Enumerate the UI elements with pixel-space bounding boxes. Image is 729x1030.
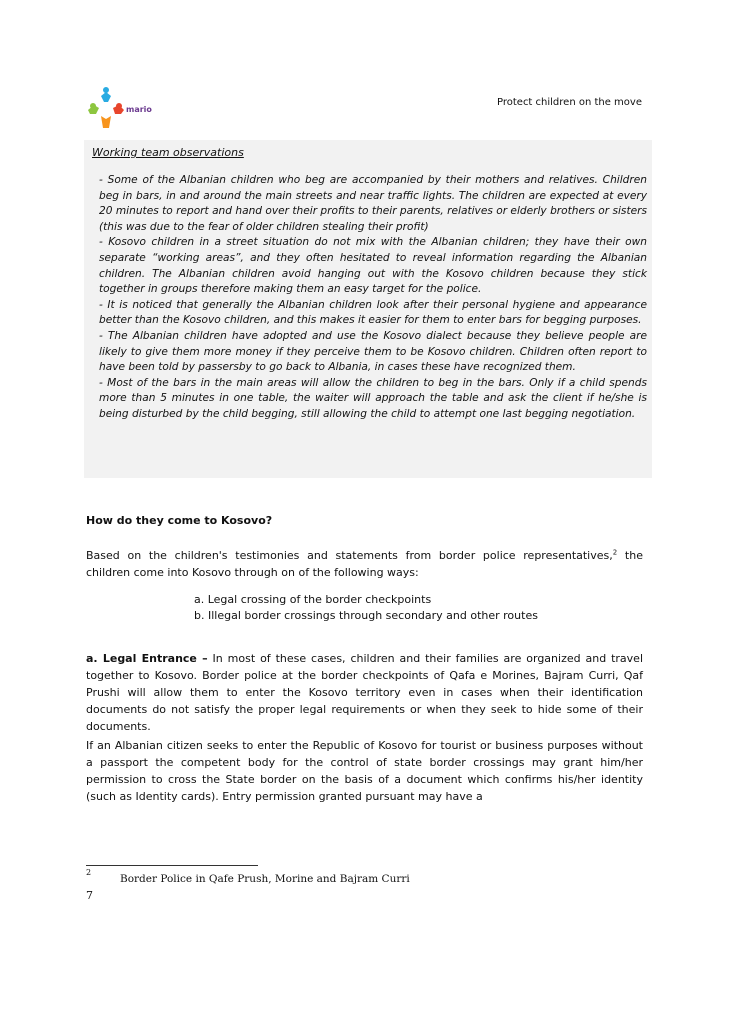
legal-entrance-heading: a. Legal Entrance –: [86, 652, 208, 665]
albanian-citizen-paragraph: If an Albanian citizen seeks to enter the Republic of Kosovo for tourist or business purposes without a passport the competent body for the control of state border crossings may grant him/her permission to cross the State border on the basis of a document which confirms his/her identity (such as Identity cards). Entry permission granted pursuant may have a: [86, 739, 643, 803]
page-number: 7: [86, 889, 93, 902]
footnote-number: 2: [86, 868, 92, 877]
footnote-divider: [86, 865, 258, 866]
intro-text: Based on the children's testimonies and statements from border police representatives,: [86, 549, 613, 562]
observation-item: - It is noticed that generally the Albanian children look after their personal hygiene and appearance better than the Kosovo children, and this makes it easier for them to enter bars for begging purposes.: [99, 298, 647, 327]
legal-entrance-text: In most of these cases, children and their families are organized and travel together to Kosovo. Border police at the border checkpoints of Qafa e Morines, Bajram Curri, Qaf Prushi will allow them to enter the Kosovo territory even in cases when their identification documents do not satisfy the proper legal requirements or when they seek to hide some of their documents.: [86, 652, 644, 733]
observation-item: - The Albanian children have adopted and use the Kosovo dialect because they believe people are likely to give them more money if they perceive them to be Kosovo children. Children often report to have been told by passersby to go back to Albania, in cases these have recognized them.: [99, 329, 647, 374]
observation-item: - Some of the Albanian children who beg are accompanied by their mothers and relatives. Children beg in bars, in and around the main streets and near traffic lights. The children are expected at every 20 minutes to report and hand over their profits to their parents, relatives or elderly brothers or sisters (this was due to the fear of older children stealing their profit): [99, 174, 647, 233]
intro-paragraph: [86, 547, 643, 581]
entry-ways-list: [194, 592, 538, 624]
intro-text-cont: the children come into Kosovo through on of the following ways:: [86, 549, 643, 579]
footnote-text: Border Police in Qafe Prush, Morine and Bajram Curri: [120, 873, 410, 885]
list-item: b. Illegal border crossings through secondary and other routes: [194, 609, 538, 622]
legal-entrance-paragraph: [86, 650, 643, 735]
observation-item: - Most of the bars in the main areas will allow the children to beg in the bars. Only if a child spends more than 5 minutes in one table, the waiter will approach the table and ask the client if he/she is being disturbed by the child begging, still allowing the child to attempt one last begging negotiation.: [99, 376, 647, 420]
observations-list: [99, 173, 647, 423]
footnote-ref[interactable]: 2: [612, 548, 618, 557]
observations-title: Working team observations: [92, 146, 244, 159]
list-item: a. Legal crossing of the border checkpoints: [194, 593, 432, 606]
observation-item: - Kosovo children in a street situation do not mix with the Albanian children; they have their own separate “working areas”, and they often hesitated to reveal information regarding the Albanian children. The Albanian children avoid hanging out with the Kosovo children because they stick together in groups therefore making them an easy target for the police.: [99, 236, 647, 296]
header-title: Protect children on the move: [497, 97, 642, 108]
logo-text: mario: [126, 105, 152, 114]
section-heading: How do they come to Kosovo?: [86, 514, 273, 527]
logo-figures-icon: [88, 87, 124, 128]
mario-logo: [86, 86, 166, 132]
